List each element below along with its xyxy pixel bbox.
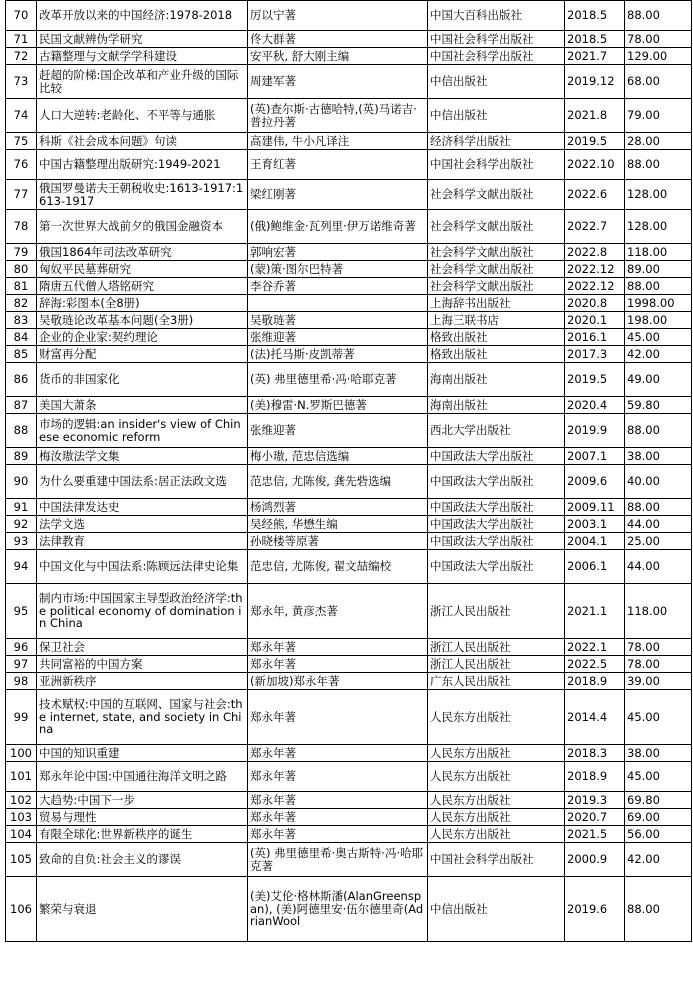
row-number: 83: [6, 312, 37, 329]
book-price: 78.00: [625, 31, 692, 48]
book-price: 129.00: [625, 48, 692, 65]
table-row: [6, 826, 692, 843]
book-publisher: 人民东方出版社: [428, 745, 565, 762]
book-title: 吴敬琏论改革基本问题(全3册): [37, 312, 248, 329]
book-price: 128.00: [625, 180, 692, 210]
row-number: 102: [6, 792, 37, 809]
book-price: 118.00: [625, 244, 692, 261]
book-price: 88.00: [625, 278, 692, 295]
book-publisher: 社会科学文献出版社: [428, 278, 565, 295]
table-row: [6, 1, 692, 31]
book-publisher: 中国社会科学出版社: [428, 843, 565, 877]
book-price: 28.00: [625, 133, 692, 150]
book-price: 49.00: [625, 363, 692, 397]
book-author: 郑永年著: [248, 656, 428, 673]
table-row: [6, 133, 692, 150]
table-row: [6, 792, 692, 809]
book-title: 第一次世界大战前夕的俄国金融资本: [37, 210, 248, 244]
row-number: 101: [6, 762, 37, 792]
book-publisher: 人民东方出版社: [428, 690, 565, 745]
row-number: 104: [6, 826, 37, 843]
book-title: 为什么要重建中国法系:居正法政文选: [37, 465, 248, 499]
book-publisher: 海南出版社: [428, 397, 565, 414]
book-publisher: 格致出版社: [428, 329, 565, 346]
book-title: 辞海:彩图本(全8册): [37, 295, 248, 312]
book-publisher: 经济科学出版社: [428, 133, 565, 150]
book-author: (英)查尔斯·古德哈特,(英)马诺吉·普拉丹著: [248, 99, 428, 133]
publish-date: 2021.1: [565, 584, 625, 639]
publish-date: 2022.5: [565, 656, 625, 673]
publish-date: 2004.1: [565, 533, 625, 550]
table-row: [6, 312, 692, 329]
book-title: 中国的知识重建: [37, 745, 248, 762]
book-price: 88.00: [625, 150, 692, 180]
book-author: (法)托马斯·皮凯蒂著: [248, 346, 428, 363]
table-row: [6, 550, 692, 584]
publish-date: 2020.4: [565, 397, 625, 414]
book-publisher: 中国政法大学出版社: [428, 533, 565, 550]
book-publisher: 人民东方出版社: [428, 762, 565, 792]
book-price: 59.80: [625, 397, 692, 414]
book-title: 隋唐五代僧人塔铭研究: [37, 278, 248, 295]
book-author: 张维迎著: [248, 329, 428, 346]
table-row: [6, 656, 692, 673]
publish-date: 2018.3: [565, 745, 625, 762]
row-number: 92: [6, 516, 37, 533]
publish-date: 2019.6: [565, 877, 625, 942]
book-publisher: 中国大百科出版社: [428, 1, 565, 31]
book-publisher: 海南出版社: [428, 363, 565, 397]
book-title: 财富再分配: [37, 346, 248, 363]
publish-date: 2022.12: [565, 278, 625, 295]
book-publisher: 格致出版社: [428, 346, 565, 363]
book-author: 张维迎著: [248, 414, 428, 448]
publish-date: 2022.10: [565, 150, 625, 180]
table-row: [6, 295, 692, 312]
book-title: 古籍整理与文献学学科建设: [37, 48, 248, 65]
book-title: 梅汝璈法学文集: [37, 448, 248, 465]
book-price: 78.00: [625, 656, 692, 673]
book-title: 俄国1864年司法改革研究: [37, 244, 248, 261]
book-price: 68.00: [625, 65, 692, 99]
book-author: (俄)鲍维金·瓦列里·伊万诺维奇著: [248, 210, 428, 244]
book-author: (蒙)策·图尔巴特著: [248, 261, 428, 278]
book-title: 致命的自负:社会主义的谬误: [37, 843, 248, 877]
table-row: [6, 762, 692, 792]
table-row: [6, 499, 692, 516]
book-price: 79.00: [625, 99, 692, 133]
book-price: 118.00: [625, 584, 692, 639]
table-row: [6, 745, 692, 762]
book-author: 郑永年著: [248, 792, 428, 809]
book-publisher: 上海辞书出版社: [428, 295, 565, 312]
table-row: [6, 278, 692, 295]
table-row: [6, 363, 692, 397]
table-row: [6, 244, 692, 261]
publish-date: 2022.6: [565, 180, 625, 210]
publish-date: 2019.5: [565, 363, 625, 397]
publish-date: 2019.12: [565, 65, 625, 99]
book-price: 89.00: [625, 261, 692, 278]
row-number: 100: [6, 745, 37, 762]
book-publisher: 中国政法大学出版社: [428, 448, 565, 465]
book-author: (美)艾伦·格林斯潘(AlanGreenspan), (美)阿德里安·伍尔德里奇(AdrianWool: [248, 877, 428, 942]
book-publisher: 社会科学文献出版社: [428, 210, 565, 244]
publish-date: 2017.3: [565, 346, 625, 363]
row-number: 78: [6, 210, 37, 244]
table-row: [6, 210, 692, 244]
row-number: 99: [6, 690, 37, 745]
table-row: [6, 673, 692, 690]
book-price: 44.00: [625, 516, 692, 533]
book-price: 42.00: [625, 346, 692, 363]
row-number: 82: [6, 295, 37, 312]
book-author: 郑永年著: [248, 826, 428, 843]
book-price: 1998.00: [625, 295, 692, 312]
book-author: (英) 弗里德里希·冯·哈耶克著: [248, 363, 428, 397]
book-price: 128.00: [625, 210, 692, 244]
book-title: 郑永年论中国:中国通往海洋文明之路: [37, 762, 248, 792]
publish-date: 2006.1: [565, 550, 625, 584]
row-number: 81: [6, 278, 37, 295]
book-author: 郑永年著: [248, 809, 428, 826]
book-price: 198.00: [625, 312, 692, 329]
publish-date: 2007.1: [565, 448, 625, 465]
book-title: 制内市场:中国国家主导型政治经济学:the political economy of domination in China: [37, 584, 248, 639]
book-publisher: 中国政法大学出版社: [428, 550, 565, 584]
publish-date: 2021.8: [565, 99, 625, 133]
table-row: [6, 639, 692, 656]
row-number: 79: [6, 244, 37, 261]
row-number: 105: [6, 843, 37, 877]
publish-date: 2018.9: [565, 762, 625, 792]
book-publisher: 中信出版社: [428, 65, 565, 99]
publish-date: 2021.5: [565, 826, 625, 843]
book-publisher: 中国社会科学出版社: [428, 31, 565, 48]
book-title: 货币的非国家化: [37, 363, 248, 397]
book-title: 改革开放以来的中国经济:1978-2018: [37, 1, 248, 31]
row-number: 87: [6, 397, 37, 414]
book-author: 厉以宁著: [248, 1, 428, 31]
book-title: 大趋势:中国下一步: [37, 792, 248, 809]
book-price: 88.00: [625, 414, 692, 448]
book-author: 王育红著: [248, 150, 428, 180]
book-price: 38.00: [625, 448, 692, 465]
table-row: [6, 150, 692, 180]
book-author: (新加坡)郑永年著: [248, 673, 428, 690]
publish-date: 2018.9: [565, 673, 625, 690]
row-number: 73: [6, 65, 37, 99]
row-number: 86: [6, 363, 37, 397]
publish-date: 2009.11: [565, 499, 625, 516]
book-title: 共同富裕的中国方案: [37, 656, 248, 673]
row-number: 103: [6, 809, 37, 826]
table-row: [6, 448, 692, 465]
publish-date: 2014.4: [565, 690, 625, 745]
book-publisher: 浙江人民出版社: [428, 639, 565, 656]
row-number: 84: [6, 329, 37, 346]
book-price: 45.00: [625, 329, 692, 346]
row-number: 97: [6, 656, 37, 673]
book-author: 佟大群著: [248, 31, 428, 48]
publish-date: 2020.7: [565, 809, 625, 826]
book-author: 吴敬琏著: [248, 312, 428, 329]
table-row: [6, 48, 692, 65]
book-author: 安平秋, 舒大刚主编: [248, 48, 428, 65]
book-price: 25.00: [625, 533, 692, 550]
book-title: 亚洲新秩序: [37, 673, 248, 690]
book-title: 匈奴平民墓葬研究: [37, 261, 248, 278]
book-title: 中国法律发达史: [37, 499, 248, 516]
table-row: [6, 329, 692, 346]
book-list-table: [5, 0, 692, 942]
row-number: 75: [6, 133, 37, 150]
book-title: 技术赋权:中国的互联网、国家与社会:the internet, state, and society in China: [37, 690, 248, 745]
book-title: 赶超的阶梯:国企改革和产业升级的国际比较: [37, 65, 248, 99]
publish-date: 2018.5: [565, 1, 625, 31]
table-row: [6, 533, 692, 550]
book-publisher: 浙江人民出版社: [428, 656, 565, 673]
book-publisher: 中信出版社: [428, 99, 565, 133]
row-number: 98: [6, 673, 37, 690]
book-title: 俄国罗曼诺夫王朝税收史:1613-1917:1613-1917: [37, 180, 248, 210]
book-price: 40.00: [625, 465, 692, 499]
row-number: 90: [6, 465, 37, 499]
row-number: 80: [6, 261, 37, 278]
book-author: 李谷乔著: [248, 278, 428, 295]
publish-date: 2020.8: [565, 295, 625, 312]
table-row: [6, 261, 692, 278]
book-publisher: 上海三联书店: [428, 312, 565, 329]
book-author: 吴经熊, 华懋生编: [248, 516, 428, 533]
book-price: 56.00: [625, 826, 692, 843]
book-publisher: 社会科学文献出版社: [428, 261, 565, 278]
publish-date: 2022.8: [565, 244, 625, 261]
book-title: 法学文选: [37, 516, 248, 533]
table-row: [6, 397, 692, 414]
book-author: (英) 弗里德里希·奥古斯特·冯·哈耶克著: [248, 843, 428, 877]
table-row: [6, 465, 692, 499]
book-price: 45.00: [625, 762, 692, 792]
book-author: [248, 295, 428, 312]
book-title: 市场的逻辑:an insider's view of Chinese economic reform: [37, 414, 248, 448]
book-publisher: 浙江人民出版社: [428, 584, 565, 639]
table-row: [6, 65, 692, 99]
book-author: 梁红刚著: [248, 180, 428, 210]
row-number: 88: [6, 414, 37, 448]
book-author: 梅小璈, 范忠信选编: [248, 448, 428, 465]
publish-date: 2022.12: [565, 261, 625, 278]
row-number: 74: [6, 99, 37, 133]
book-publisher: 社会科学文献出版社: [428, 244, 565, 261]
book-author: 周建军著: [248, 65, 428, 99]
book-publisher: 中国政法大学出版社: [428, 465, 565, 499]
book-title: 企业的企业家:契约理论: [37, 329, 248, 346]
book-price: 42.00: [625, 843, 692, 877]
table-row: [6, 180, 692, 210]
publish-date: 2009.6: [565, 465, 625, 499]
publish-date: 2021.7: [565, 48, 625, 65]
row-number: 77: [6, 180, 37, 210]
book-publisher: 西北大学出版社: [428, 414, 565, 448]
book-price: 39.00: [625, 673, 692, 690]
row-number: 96: [6, 639, 37, 656]
row-number: 72: [6, 48, 37, 65]
table-row: [6, 99, 692, 133]
book-title: 人口大逆转:老龄化、不平等与通胀: [37, 99, 248, 133]
publish-date: 2003.1: [565, 516, 625, 533]
book-title: 科斯《社会成本问题》句读: [37, 133, 248, 150]
row-number: 71: [6, 31, 37, 48]
book-author: 郭响宏著: [248, 244, 428, 261]
table-row: [6, 31, 692, 48]
book-author: 郑永年著: [248, 639, 428, 656]
book-price: 69.00: [625, 809, 692, 826]
book-publisher: 中国政法大学出版社: [428, 499, 565, 516]
publish-date: 2019.9: [565, 414, 625, 448]
table-row: [6, 690, 692, 745]
row-number: 89: [6, 448, 37, 465]
row-number: 106: [6, 877, 37, 942]
book-publisher: 中国社会科学出版社: [428, 150, 565, 180]
book-author: 郑永年, 黄彦杰著: [248, 584, 428, 639]
row-number: 70: [6, 1, 37, 31]
book-title: 中国文化与中国法系:陈顾远法律史论集: [37, 550, 248, 584]
publish-date: 2000.9: [565, 843, 625, 877]
row-number: 94: [6, 550, 37, 584]
book-title: 中国古籍整理出版研究:1949-2021: [37, 150, 248, 180]
book-author: 郑永年著: [248, 762, 428, 792]
publish-date: 2019.5: [565, 133, 625, 150]
book-author: 孙晓楼等原著: [248, 533, 428, 550]
book-price: 44.00: [625, 550, 692, 584]
book-author: 范忠信, 尤陈俊, 龚先砦选编: [248, 465, 428, 499]
book-author: 杨鸿烈著: [248, 499, 428, 516]
book-author: 郑永年著: [248, 690, 428, 745]
table-row: [6, 346, 692, 363]
book-title: 美国大萧条: [37, 397, 248, 414]
book-title: 繁荣与衰退: [37, 877, 248, 942]
row-number: 76: [6, 150, 37, 180]
book-title: 贸易与理性: [37, 809, 248, 826]
book-publisher: 广东人民出版社: [428, 673, 565, 690]
row-number: 93: [6, 533, 37, 550]
book-price: 88.00: [625, 499, 692, 516]
book-publisher: 人民东方出版社: [428, 792, 565, 809]
book-list-body: [6, 1, 692, 942]
book-author: 范忠信, 尤陈俊, 翟文喆编校: [248, 550, 428, 584]
book-title: 保卫社会: [37, 639, 248, 656]
publish-date: 2019.3: [565, 792, 625, 809]
book-price: 69.80: [625, 792, 692, 809]
book-publisher: 中信出版社: [428, 877, 565, 942]
book-author: 郑永年著: [248, 745, 428, 762]
table-row: [6, 843, 692, 877]
publish-date: 2020.1: [565, 312, 625, 329]
book-author: 高建伟, 牛小凡译注: [248, 133, 428, 150]
book-price: 45.00: [625, 690, 692, 745]
publish-date: 2018.5: [565, 31, 625, 48]
book-title: 法律教育: [37, 533, 248, 550]
book-title: 民国文献辨伪学研究: [37, 31, 248, 48]
row-number: 91: [6, 499, 37, 516]
book-publisher: 人民东方出版社: [428, 826, 565, 843]
book-publisher: 中国政法大学出版社: [428, 516, 565, 533]
book-price: 38.00: [625, 745, 692, 762]
table-row: [6, 584, 692, 639]
book-publisher: 人民东方出版社: [428, 809, 565, 826]
book-price: 88.00: [625, 1, 692, 31]
publish-date: 2022.7: [565, 210, 625, 244]
row-number: 85: [6, 346, 37, 363]
book-price: 78.00: [625, 639, 692, 656]
row-number: 95: [6, 584, 37, 639]
table-row: [6, 414, 692, 448]
book-price: 88.00: [625, 877, 692, 942]
publish-date: 2022.1: [565, 639, 625, 656]
book-title: 有限全球化:世界新秩序的诞生: [37, 826, 248, 843]
table-row: [6, 809, 692, 826]
table-row: [6, 877, 692, 942]
book-publisher: 中国社会科学出版社: [428, 48, 565, 65]
table-row: [6, 516, 692, 533]
book-publisher: 社会科学文献出版社: [428, 180, 565, 210]
publish-date: 2016.1: [565, 329, 625, 346]
book-author: (美)穆雷·N.罗斯巴德著: [248, 397, 428, 414]
